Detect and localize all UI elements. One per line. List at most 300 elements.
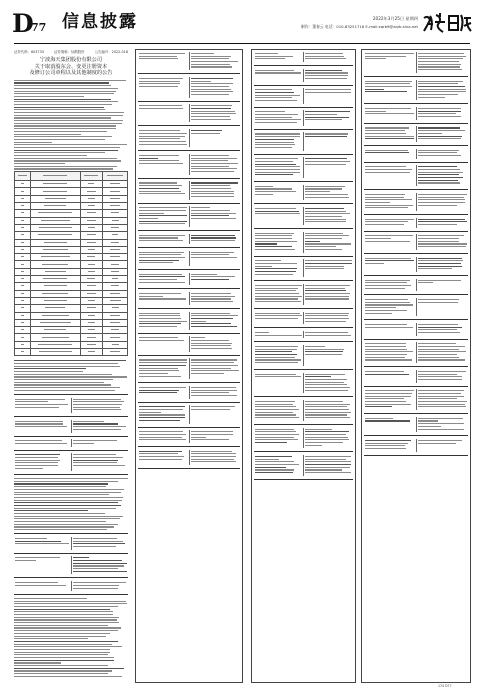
text-line bbox=[191, 235, 236, 236]
text-line bbox=[255, 122, 297, 123]
text-line bbox=[14, 96, 84, 97]
cell-text-line bbox=[45, 198, 66, 199]
text-line bbox=[305, 136, 347, 137]
section-divider bbox=[138, 247, 240, 248]
comparison-cell bbox=[254, 312, 304, 325]
text-line bbox=[418, 302, 459, 303]
text-line bbox=[305, 114, 337, 115]
table-cell bbox=[103, 334, 128, 341]
comparison-row bbox=[138, 129, 240, 147]
text-line bbox=[305, 161, 350, 162]
text-line bbox=[255, 56, 293, 57]
text-line bbox=[73, 421, 105, 422]
text-line bbox=[191, 240, 235, 241]
text-line bbox=[305, 164, 346, 165]
cell-text-line bbox=[43, 183, 67, 184]
table-row bbox=[15, 254, 128, 261]
text-line bbox=[15, 585, 66, 586]
comparison-row bbox=[364, 389, 468, 410]
text-line bbox=[305, 211, 346, 212]
text-line bbox=[255, 243, 277, 244]
text-line bbox=[255, 439, 298, 440]
comparison-row bbox=[364, 370, 468, 383]
text-line bbox=[365, 113, 414, 114]
text-line bbox=[14, 115, 123, 116]
table-cell bbox=[80, 254, 103, 261]
comparison-row bbox=[254, 132, 353, 150]
table-cell bbox=[30, 217, 80, 224]
text-line bbox=[191, 276, 236, 277]
text-line bbox=[255, 161, 293, 162]
comparison-cell bbox=[14, 581, 72, 591]
text-line bbox=[191, 218, 237, 219]
comparison-cell bbox=[417, 107, 469, 120]
text-line bbox=[418, 260, 463, 261]
table-cell bbox=[80, 224, 103, 231]
text-line bbox=[139, 53, 185, 54]
cell-text-line bbox=[88, 249, 96, 250]
text-line bbox=[305, 404, 350, 405]
text-line bbox=[14, 606, 118, 607]
text-line bbox=[139, 313, 180, 314]
section-divider bbox=[138, 230, 240, 231]
text-line bbox=[255, 249, 295, 250]
text-line bbox=[305, 437, 348, 438]
table-cell bbox=[15, 188, 31, 195]
cell-text-line bbox=[42, 315, 69, 316]
text-line bbox=[305, 332, 348, 333]
cell-text-line bbox=[87, 285, 97, 286]
table-cell bbox=[80, 290, 103, 297]
cell-text-line bbox=[87, 191, 96, 192]
text-line bbox=[365, 169, 412, 170]
text-line bbox=[255, 142, 294, 143]
comparison-row bbox=[138, 251, 240, 266]
text-line bbox=[365, 396, 411, 397]
text-line bbox=[15, 468, 43, 469]
text-line bbox=[255, 298, 298, 299]
text-line bbox=[139, 108, 183, 109]
section-divider bbox=[138, 308, 240, 309]
text-line bbox=[14, 91, 116, 92]
cell-text-line bbox=[44, 242, 67, 243]
text-line bbox=[305, 296, 349, 297]
comparison-cell bbox=[72, 537, 129, 550]
section-divider bbox=[254, 107, 353, 108]
table-row bbox=[15, 327, 128, 334]
text-line bbox=[191, 86, 230, 87]
comparison-cell bbox=[138, 358, 190, 379]
text-line bbox=[418, 327, 462, 328]
announcement-title-line: 宁波海天集团股份有限公司 bbox=[39, 57, 103, 63]
text-line bbox=[255, 456, 292, 457]
text-line bbox=[255, 351, 292, 352]
text-line bbox=[15, 538, 47, 539]
text-line bbox=[191, 373, 225, 374]
comparison-cell bbox=[304, 157, 353, 178]
text-line bbox=[14, 649, 110, 650]
text-line bbox=[418, 152, 458, 153]
text-line bbox=[305, 293, 350, 294]
text-line bbox=[418, 379, 462, 380]
text-line bbox=[365, 138, 414, 139]
comparison-cell bbox=[190, 273, 241, 286]
text-line bbox=[15, 460, 60, 461]
text-line bbox=[139, 376, 181, 377]
text-line bbox=[14, 144, 127, 145]
text-line bbox=[191, 431, 234, 432]
header-text-line bbox=[18, 175, 27, 176]
table-cell bbox=[103, 283, 128, 290]
text-line bbox=[305, 414, 347, 415]
text-line bbox=[191, 390, 238, 391]
page-number: 77 bbox=[31, 21, 47, 34]
section-divider bbox=[138, 269, 240, 270]
cell-text-line bbox=[44, 205, 66, 206]
table-row bbox=[15, 334, 128, 341]
text-line bbox=[14, 360, 126, 361]
text-line bbox=[255, 114, 298, 115]
text-line bbox=[14, 125, 116, 126]
cell-text-line bbox=[110, 337, 120, 338]
table-header-cell bbox=[30, 172, 80, 181]
cell-text-line bbox=[110, 300, 121, 301]
text-line bbox=[191, 196, 235, 197]
comparison-row bbox=[138, 181, 240, 199]
table-cell bbox=[15, 319, 31, 326]
section-divider bbox=[254, 308, 353, 309]
text-line bbox=[255, 271, 296, 272]
text-line bbox=[305, 321, 346, 322]
section-divider bbox=[364, 386, 468, 387]
text-line bbox=[14, 142, 52, 143]
text-line bbox=[191, 213, 236, 214]
cell-text-line bbox=[21, 329, 24, 330]
table-row bbox=[15, 261, 128, 268]
cell-text-line bbox=[88, 227, 95, 228]
cell-text-line bbox=[110, 256, 120, 257]
text-line bbox=[418, 406, 467, 407]
text-line bbox=[305, 92, 351, 93]
text-line bbox=[418, 61, 460, 62]
comparison-cell bbox=[364, 126, 417, 141]
table-row bbox=[15, 181, 128, 188]
text-line bbox=[191, 451, 232, 452]
text-line bbox=[418, 113, 457, 114]
table-cell bbox=[30, 290, 80, 297]
text-line bbox=[255, 235, 292, 236]
text-line bbox=[191, 105, 232, 106]
text-line bbox=[255, 472, 293, 473]
text-line bbox=[139, 414, 185, 415]
table-cell bbox=[103, 195, 128, 202]
section-divider bbox=[254, 369, 353, 370]
text-line bbox=[14, 673, 108, 674]
text-line bbox=[305, 379, 347, 380]
text-line bbox=[191, 89, 232, 90]
table-cell bbox=[103, 290, 128, 297]
text-line bbox=[418, 169, 461, 170]
page-footer-code: 174 D77 bbox=[438, 684, 452, 688]
header-text-line bbox=[107, 175, 122, 176]
text-line bbox=[255, 362, 298, 363]
comparison-row bbox=[364, 417, 468, 432]
text-line bbox=[305, 382, 344, 383]
text-line bbox=[365, 89, 384, 90]
table-row bbox=[15, 341, 128, 348]
comparison-cell bbox=[138, 154, 190, 175]
text-line bbox=[73, 560, 122, 561]
table-row bbox=[15, 319, 128, 326]
cell-text-line bbox=[38, 212, 72, 213]
text-line bbox=[191, 193, 234, 194]
comparison-cell bbox=[364, 218, 417, 228]
table-cell bbox=[103, 312, 128, 319]
comparison-cell bbox=[364, 149, 417, 159]
text-line bbox=[418, 282, 433, 283]
text-line bbox=[418, 268, 452, 269]
comparison-cell bbox=[138, 450, 190, 465]
comparison-row bbox=[254, 331, 353, 338]
text-line bbox=[305, 241, 320, 242]
text-line bbox=[191, 119, 232, 120]
text-line bbox=[305, 243, 351, 244]
comparison-cell bbox=[72, 398, 129, 413]
text-line bbox=[365, 235, 413, 236]
text-line bbox=[255, 349, 297, 350]
table-cell bbox=[80, 319, 103, 326]
text-line bbox=[255, 95, 300, 96]
comparison-cell bbox=[364, 439, 417, 452]
comparison-cell bbox=[304, 52, 353, 62]
text-line bbox=[255, 117, 292, 118]
comparison-cell bbox=[254, 110, 304, 125]
text-line bbox=[14, 152, 105, 153]
text-line bbox=[365, 282, 407, 283]
text-line bbox=[255, 414, 296, 415]
section-divider bbox=[364, 319, 468, 320]
text-line bbox=[418, 219, 466, 220]
text-line bbox=[255, 332, 269, 333]
text-line bbox=[139, 321, 187, 322]
text-line bbox=[365, 194, 405, 195]
text-line bbox=[305, 235, 349, 236]
text-line bbox=[365, 127, 409, 128]
comparison-cell bbox=[72, 439, 129, 446]
text-line bbox=[191, 406, 235, 407]
text-line bbox=[418, 396, 464, 397]
text-line bbox=[255, 188, 292, 189]
cell-text-line bbox=[21, 198, 24, 199]
text-line bbox=[14, 670, 112, 671]
comparison-cell bbox=[304, 331, 353, 338]
table-cell bbox=[30, 268, 80, 275]
cell-text-line bbox=[21, 191, 24, 192]
text-line bbox=[418, 280, 461, 281]
comparison-cell bbox=[364, 52, 417, 73]
comparison-row bbox=[14, 581, 128, 591]
table-row bbox=[15, 195, 128, 202]
cell-text-line bbox=[111, 242, 118, 243]
text-line bbox=[418, 64, 461, 65]
comparison-row bbox=[364, 323, 468, 336]
text-line bbox=[139, 417, 185, 418]
text-line bbox=[139, 155, 179, 156]
table-row bbox=[15, 188, 128, 195]
section-divider bbox=[14, 450, 128, 451]
text-line bbox=[418, 91, 466, 92]
table-cell bbox=[103, 239, 128, 246]
comparison-cell bbox=[364, 323, 417, 336]
text-line bbox=[418, 97, 446, 98]
text-line bbox=[305, 429, 332, 430]
table-cell bbox=[15, 334, 31, 341]
comparison-cell bbox=[417, 370, 469, 383]
text-line bbox=[418, 224, 457, 225]
text-line bbox=[14, 99, 111, 100]
comparison-cell bbox=[304, 428, 353, 449]
text-line bbox=[73, 538, 118, 539]
comparison-cell bbox=[304, 110, 353, 125]
cell-text-line bbox=[110, 322, 121, 323]
comparison-cell bbox=[417, 257, 469, 272]
text-line bbox=[305, 346, 325, 347]
comparison-row bbox=[254, 232, 353, 253]
comparison-cell bbox=[364, 298, 417, 316]
text-line bbox=[14, 601, 126, 602]
text-line bbox=[418, 194, 467, 195]
comparison-row bbox=[254, 157, 353, 178]
comparison-row bbox=[138, 405, 240, 423]
table-cell bbox=[103, 181, 128, 188]
section-divider bbox=[138, 101, 240, 102]
text-line bbox=[191, 326, 237, 327]
table-cell bbox=[15, 290, 31, 297]
text-line bbox=[305, 238, 342, 239]
text-line bbox=[73, 409, 122, 410]
text-line bbox=[255, 211, 299, 212]
table-header-cell bbox=[103, 172, 128, 181]
comparison-row bbox=[138, 273, 240, 286]
text-line bbox=[365, 56, 406, 57]
text-line bbox=[191, 343, 233, 344]
comparison-cell bbox=[254, 132, 304, 150]
comparison-row bbox=[364, 107, 468, 120]
text-line bbox=[14, 524, 118, 525]
text-line bbox=[139, 58, 178, 59]
text-line bbox=[14, 660, 114, 661]
text-line bbox=[255, 213, 300, 214]
text-line bbox=[305, 56, 344, 57]
text-line bbox=[139, 193, 185, 194]
text-line bbox=[365, 393, 412, 394]
text-line bbox=[191, 116, 231, 117]
table-cell bbox=[103, 224, 128, 231]
text-line bbox=[14, 510, 88, 511]
text-line bbox=[191, 293, 231, 294]
text-line bbox=[418, 174, 459, 175]
text-line bbox=[139, 370, 179, 371]
comparison-cell bbox=[417, 323, 469, 336]
text-line bbox=[255, 144, 295, 145]
section-divider bbox=[364, 214, 468, 215]
table-cell bbox=[15, 181, 31, 188]
comparison-cell bbox=[72, 556, 129, 574]
comparison-cell bbox=[417, 298, 469, 316]
text-line bbox=[139, 163, 183, 164]
text-line bbox=[139, 78, 183, 79]
text-line bbox=[191, 296, 236, 297]
text-line bbox=[191, 437, 206, 438]
cell-text-line bbox=[112, 344, 119, 345]
text-line bbox=[305, 75, 348, 76]
stock-code: 证券代码：603733 bbox=[14, 50, 44, 54]
text-line bbox=[305, 221, 346, 222]
text-line bbox=[418, 127, 461, 128]
section-divider bbox=[138, 382, 240, 383]
cell-text-line bbox=[88, 205, 94, 206]
comparison-cell bbox=[138, 251, 190, 266]
comparison-row bbox=[364, 126, 468, 141]
text-line bbox=[305, 53, 343, 54]
text-line bbox=[191, 78, 234, 79]
cell-text-line bbox=[111, 271, 119, 272]
text-line bbox=[14, 516, 123, 517]
text-line bbox=[365, 166, 406, 167]
text-line bbox=[14, 93, 114, 94]
text-line bbox=[305, 467, 350, 468]
text-line bbox=[73, 443, 94, 444]
text-line bbox=[305, 117, 349, 118]
comparison-cell bbox=[14, 439, 72, 446]
announcement-codes bbox=[14, 50, 128, 54]
text-line bbox=[191, 210, 231, 211]
text-line bbox=[14, 387, 120, 388]
section-divider bbox=[364, 76, 468, 77]
text-line bbox=[191, 434, 234, 435]
comparison-row bbox=[14, 398, 128, 413]
table-cell bbox=[30, 239, 80, 246]
text-line bbox=[418, 94, 458, 95]
table-cell bbox=[103, 319, 128, 326]
text-line bbox=[305, 213, 350, 214]
text-line bbox=[14, 384, 111, 385]
text-line bbox=[365, 260, 414, 261]
comparison-row bbox=[254, 207, 353, 225]
text-line bbox=[139, 365, 186, 366]
table-cell bbox=[103, 232, 128, 239]
text-line bbox=[305, 78, 347, 79]
cell-text-line bbox=[87, 242, 95, 243]
comparison-cell bbox=[417, 218, 469, 228]
text-line bbox=[191, 387, 236, 388]
text-line bbox=[418, 86, 465, 87]
text-line bbox=[418, 238, 460, 239]
announcement-title bbox=[14, 57, 128, 77]
text-line bbox=[139, 158, 158, 159]
text-line bbox=[255, 359, 301, 360]
table-cell bbox=[15, 348, 31, 355]
text-line bbox=[418, 155, 461, 156]
text-line bbox=[305, 351, 343, 352]
text-line bbox=[255, 434, 299, 435]
cell-text-line bbox=[21, 264, 24, 265]
comparison-cell bbox=[304, 207, 353, 225]
text-line bbox=[15, 582, 58, 583]
text-line bbox=[139, 409, 183, 410]
text-line bbox=[365, 448, 406, 449]
text-line bbox=[255, 194, 273, 195]
